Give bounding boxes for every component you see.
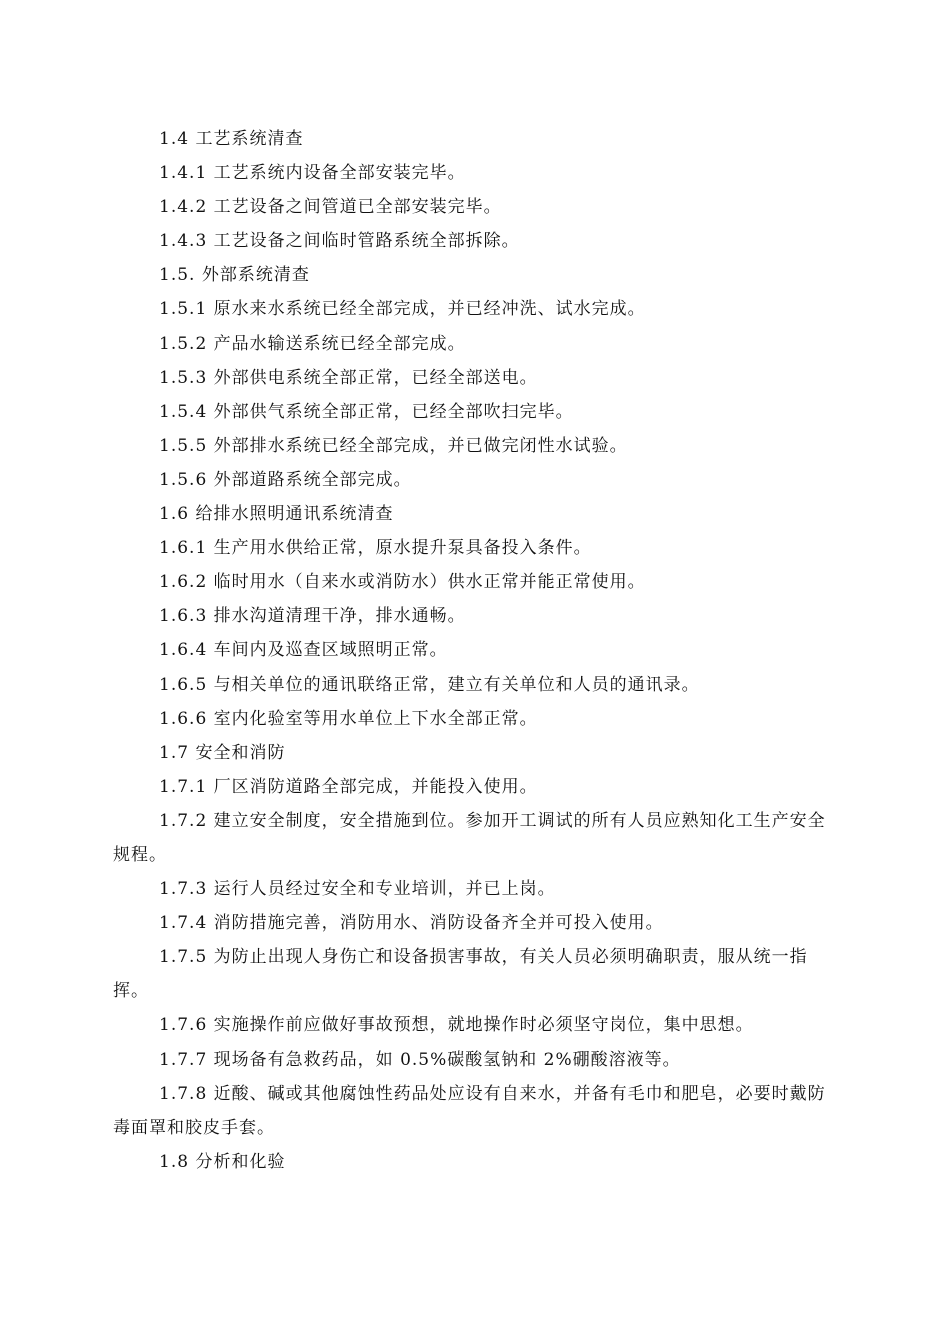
item-1-5-5: 1.5.5 外部排水系统已经全部完成，并已做完闭性水试验。 [159, 435, 628, 456]
item-1-5-4: 1.5.4 外部供气系统全部正常，已经全部吹扫完毕。 [159, 401, 574, 422]
item-1-7-7: 1.7.7 现场备有急救药品，如 0.5%碳酸氢钠和 2%硼酸溶液等。 [159, 1049, 681, 1070]
item-1-5-3: 1.5.3 外部供电系统全部正常，已经全部送电。 [159, 367, 538, 388]
item-1-4-1: 1.4.1 工艺系统内设备全部安装完毕。 [159, 163, 466, 184]
document-body [113, 122, 838, 1179]
item-1-7-8: 1.7.8 近酸、碱或其他腐蚀性药品处应设有自来水，并备有毛巾和肥皂，必要时戴防毒面罩和胶皮手套。 [113, 1083, 826, 1138]
item-1-5-2: 1.5.2 产品水输送系统已经全部完成。 [159, 333, 466, 354]
heading-1-7: 1.7 安全和消防 [159, 742, 286, 763]
item-1-6-6: 1.6.6 室内化验室等用水单位上下水全部正常。 [159, 708, 538, 729]
item-1-4-2: 1.4.2 工艺设备之间管道已全部安装完毕。 [159, 197, 502, 218]
item-1-7-1: 1.7.1 厂区消防道路全部完成，并能投入使用。 [159, 776, 538, 797]
item-1-5-6: 1.5.6 外部道路系统全部完成。 [159, 469, 412, 490]
item-1-6-2: 1.6.2 临时用水（自来水或消防水）供水正常并能正常使用。 [159, 572, 646, 593]
item-1-6-1: 1.6.1 生产用水供给正常，原水提升泵具备投入条件。 [159, 538, 592, 559]
heading-1-8: 1.8 分析和化验 [159, 1151, 286, 1172]
item-1-7-5: 1.7.5 为防止出现人身伤亡和设备损害事故，有关人员必须明确职责，服从统一指挥。 [113, 947, 808, 1002]
item-1-7-6: 1.7.6 实施操作前应做好事故预想，就地操作时必须坚守岗位，集中思想。 [159, 1015, 754, 1036]
heading-1-6: 1.6 给排水照明通讯系统清查 [159, 504, 394, 525]
item-1-7-2: 1.7.2 建立安全制度，安全措施到位。参加开工调试的所有人员应熟知化工生产安全规程。 [113, 810, 826, 865]
heading-1-5: 1.5. 外部系统清查 [159, 265, 310, 286]
item-1-4-3: 1.4.3 工艺设备之间临时管路系统全部拆除。 [159, 231, 520, 252]
heading-1-4: 1.4 工艺系统清查 [159, 129, 304, 149]
item-1-7-4: 1.7.4 消防措施完善，消防用水、消防设备齐全并可投入使用。 [159, 913, 664, 934]
item-1-5-1: 1.5.1 原水来水系统已经全部完成，并已经冲洗、试水完成。 [159, 299, 646, 320]
item-1-6-3: 1.6.3 排水沟道清理干净，排水通畅。 [159, 606, 466, 627]
item-1-6-4: 1.6.4 车间内及巡查区域照明正常。 [159, 640, 448, 661]
item-1-7-3: 1.7.3 运行人员经过安全和专业培训，并已上岗。 [159, 879, 556, 900]
item-1-6-5: 1.6.5 与相关单位的通讯联络正常，建立有关单位和人员的通讯录。 [159, 674, 700, 695]
